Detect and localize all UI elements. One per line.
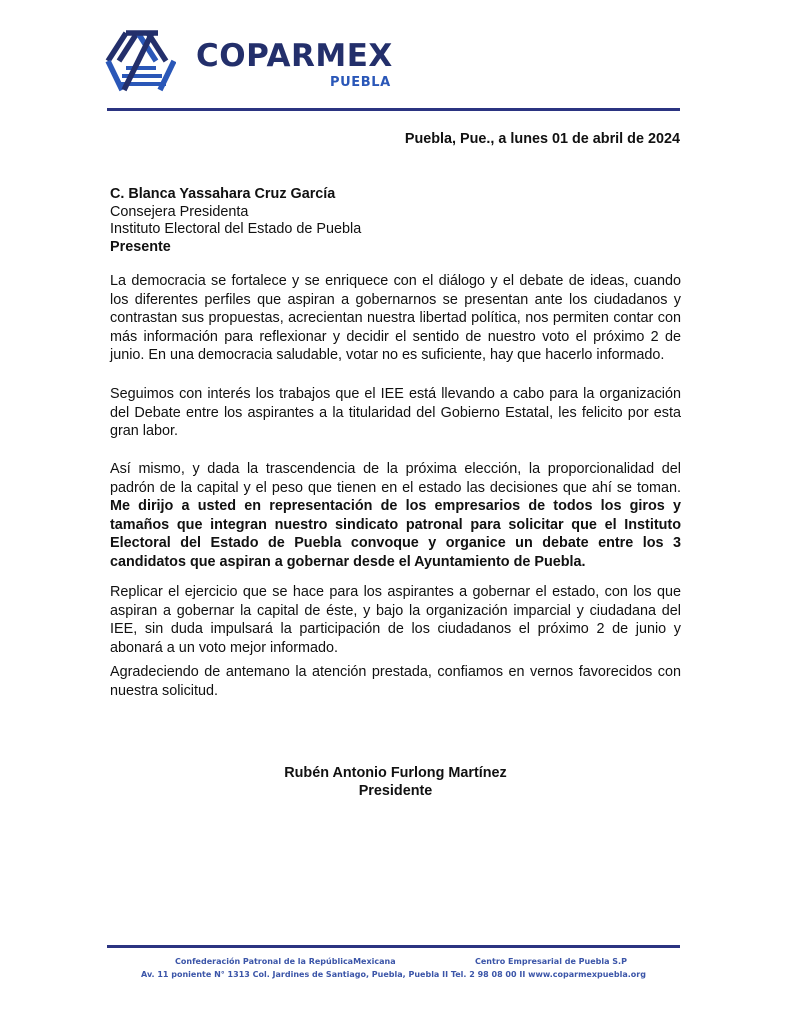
salutation: Presente	[110, 238, 171, 255]
signer-title: Presidente	[358, 782, 433, 799]
recipient-block	[110, 186, 361, 256]
paragraph-3	[110, 460, 681, 571]
footer-divider	[107, 945, 680, 948]
footer	[107, 955, 680, 981]
paragraph-3-bold-request: Me dirijo a usted en representación de los empresarios de todos los giros y tamaños que integran nuestro sindicato patronal para solicitar que el Instituto Electoral del Estado de Puebla convoque y organice un debate entre los 3 candidatos que aspiran a gobernar desde el Ayuntamiento de Puebla.	[110, 498, 681, 570]
signer-name: Rubén Antonio Furlong Martínez	[284, 765, 507, 781]
paragraph-3-text: Así mismo, y dada la trascendencia de la próxima elección, la proporcionalidad del padrón de la capital y el peso que tienen en el estado las decisiones que ahí se toman.	[110, 461, 681, 496]
recipient-institution: Instituto Electoral del Estado de Puebla	[110, 221, 362, 237]
paragraph-5	[110, 663, 681, 700]
footer-address: Av. 11 poniente N° 1313 Col. Jardines de Santiago, Puebla, Puebla II Tel. 2 98 08 00 II www.coparmexpuebla.org	[141, 970, 646, 979]
footer-org-right: Centro Empresarial de Puebla S.P	[475, 957, 627, 966]
recipient-title: Consejera Presidenta	[110, 203, 249, 220]
paragraph-2	[110, 385, 681, 441]
brand-subtitle: PUEBLA	[329, 75, 391, 90]
paragraph-1	[110, 272, 681, 365]
footer-org-left: Confederación Patronal de la RepúblicaMexicana	[175, 957, 396, 966]
coparmex-logo-icon	[104, 28, 176, 94]
paragraph-4-text: Replicar el ejercicio que se hace para los aspirantes a gobernar el estado, con los que aspiran a gobernar la capital de éste, y bajo la organización imparcial y ciudadana del IEE, sin duda impulsará la participación de los ciudadanos el próximo 2 de junio y abonará a un voto mejor informado.	[110, 584, 681, 656]
signature-block	[0, 765, 791, 800]
brand-name: COPARMEX	[196, 38, 393, 74]
header-divider	[107, 108, 680, 111]
paragraph-4	[110, 583, 681, 657]
paragraph-2-text: Seguimos con interés los trabajos que el IEE está llevando a cabo para la organización del Debate entre los aspirantes a la titularidad del Gobierno Estatal, les felicito por esta gran labor.	[110, 386, 681, 439]
recipient-name: C. Blanca Yassahara Cruz García	[110, 186, 336, 202]
brand-wordmark	[196, 38, 393, 90]
letter-date: Puebla, Pue., a lunes 01 de abril de 2024	[404, 131, 680, 147]
paragraph-5-text: Agradeciendo de antemano la atención prestada, confiamos en vernos favorecidos con nuestra solicitud.	[110, 664, 681, 699]
paragraph-1-text: La democracia se fortalece y se enriquece con el diálogo y el debate de ideas, cuando los diferentes perfiles que aspiran a gobernarnos se presentan ante los ciudadanos y contrastan sus propuestas, acrecientan nuestra libertad política, nos permiten contar con más información para reflexionar y decidir el sentido de nuestro voto el próximo 2 de junio. En una democracia saludable, votar no es suficiente, hay que hacerlo informado.	[110, 273, 681, 363]
